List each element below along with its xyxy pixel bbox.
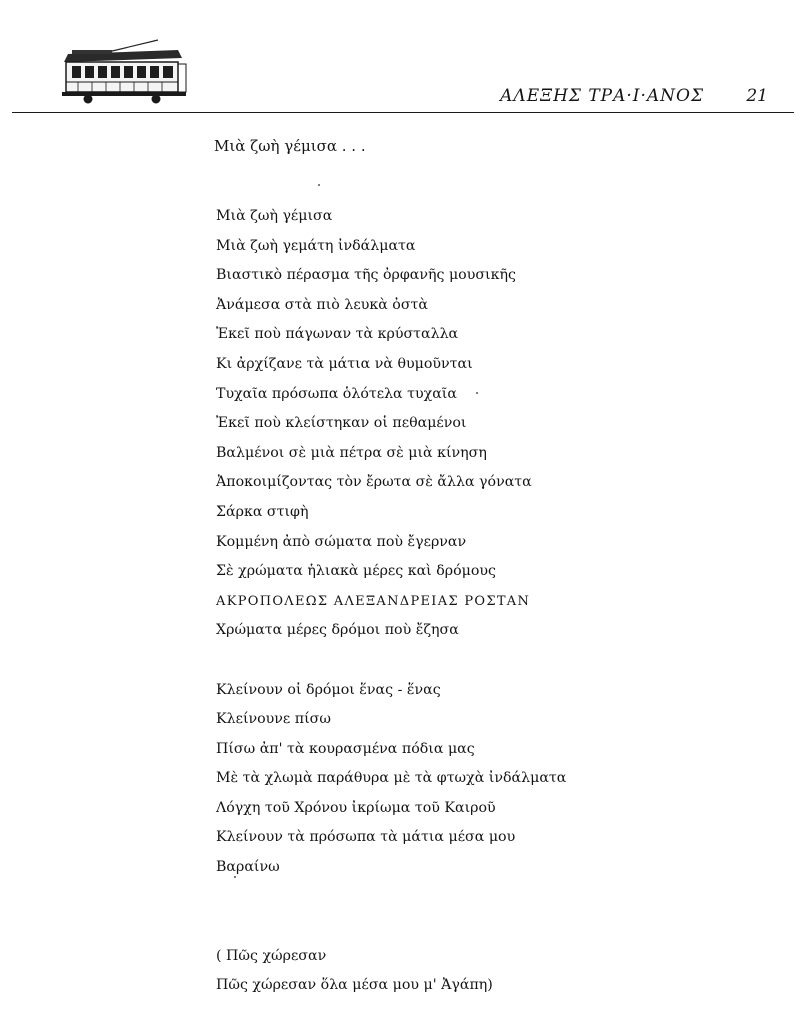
- poem-line: Μιὰ ζωὴ γέμισα: [216, 208, 333, 224]
- stanza-break: [216, 883, 776, 942]
- running-head: ΑΛΕΞΗΣ ΤΡΑ·Ι·ΑΝΟΣ: [500, 86, 704, 106]
- tram-car-icon: [58, 38, 188, 104]
- poem-line: ( Πῶς χώρεσαν: [216, 947, 327, 964]
- poem-line: Βιαστικὸ πέρασμα τῆς ὀρφανῆς μουσικῆς: [216, 267, 516, 284]
- poem-line: Κλείνουν τὰ πρόσωπα τὰ μάτια μέσα μου: [216, 829, 516, 846]
- poem-line: Κομμένη ἀπὸ σώματα ποὺ ἔγερναν: [216, 533, 467, 550]
- print-speck: [234, 876, 236, 878]
- poem-line: Σάρκα στιφὴ: [216, 503, 309, 520]
- poem-title: Μιὰ ζωὴ γέμισα . . .: [214, 137, 366, 155]
- print-speck: [476, 392, 478, 394]
- poem-line: Βαλμένοι σὲ μιὰ πέτρα σὲ μιὰ κίνηση: [216, 444, 487, 461]
- stanza-2: [216, 676, 776, 883]
- poem-line: Πίσω ἀπ' τὰ κουρασμένα πόδια μας: [216, 740, 475, 757]
- header-rule: [12, 112, 794, 113]
- poem-line: Κλείνουνε πίσω: [216, 711, 331, 728]
- poem-line: Μὲ τὰ χλωμὰ παράθυρα μὲ τὰ φτωχὰ ἰνδάλματα: [216, 770, 567, 787]
- page-header: [0, 0, 804, 116]
- poem-body: [216, 202, 776, 1001]
- poem-line: Ἐκεῖ ποὺ κλείστηκαν οἱ πεθαμένοι: [216, 415, 467, 432]
- poem-line: Βαραίνω: [216, 859, 280, 876]
- poem-line-street-names: ΑΚΡΟΠΟΛΕΩΣ ΑΛΕΞΑΝΔΡΕΙΑΣ ΡΟΣΤΑΝ: [216, 593, 531, 609]
- stanza-3: [216, 942, 776, 1001]
- poem-line: Ἐκεῖ ποὺ πάγωναν τὰ κρύσταλλα: [216, 326, 459, 343]
- poem-line: Ἀνάμεσα στὰ πιὸ λευκὰ ὀστὰ: [216, 296, 428, 313]
- poem-line: Μιὰ ζωὴ γεμάτη ἰνδάλματα: [216, 237, 416, 254]
- page-number: 21: [746, 86, 768, 106]
- poem-line: Πῶς χώρεσαν ὅλα μέσα μου μ' Ἀγάπη): [216, 977, 493, 994]
- poem-line: Χρώματα μέρες δρόμοι ποὺ ἔζησα: [216, 622, 459, 639]
- stanza-1: [216, 202, 776, 646]
- poem-line: Σὲ χρώματα ἡλιακὰ μέρες καὶ δρόμους: [216, 563, 496, 580]
- print-speck: [318, 184, 320, 186]
- poem-line: Κλείνουν οἱ δρόμοι ἕνας - ἕνας: [216, 681, 441, 698]
- poem-line: Τυχαῖα πρόσωπα ὁλότελα τυχαῖα: [216, 385, 457, 402]
- poem-line: Κι ἀρχίζανε τὰ μάτια νὰ θυμοῦνται: [216, 355, 473, 372]
- stanza-break: [216, 646, 776, 676]
- poem-line: Ἀποκοιμίζοντας τὸν ἔρωτα σὲ ἄλλα γόνατα: [216, 474, 532, 491]
- poem-line: Λόγχη τοῦ Χρόνου ἰκρίωμα τοῦ Καιροῦ: [216, 799, 496, 816]
